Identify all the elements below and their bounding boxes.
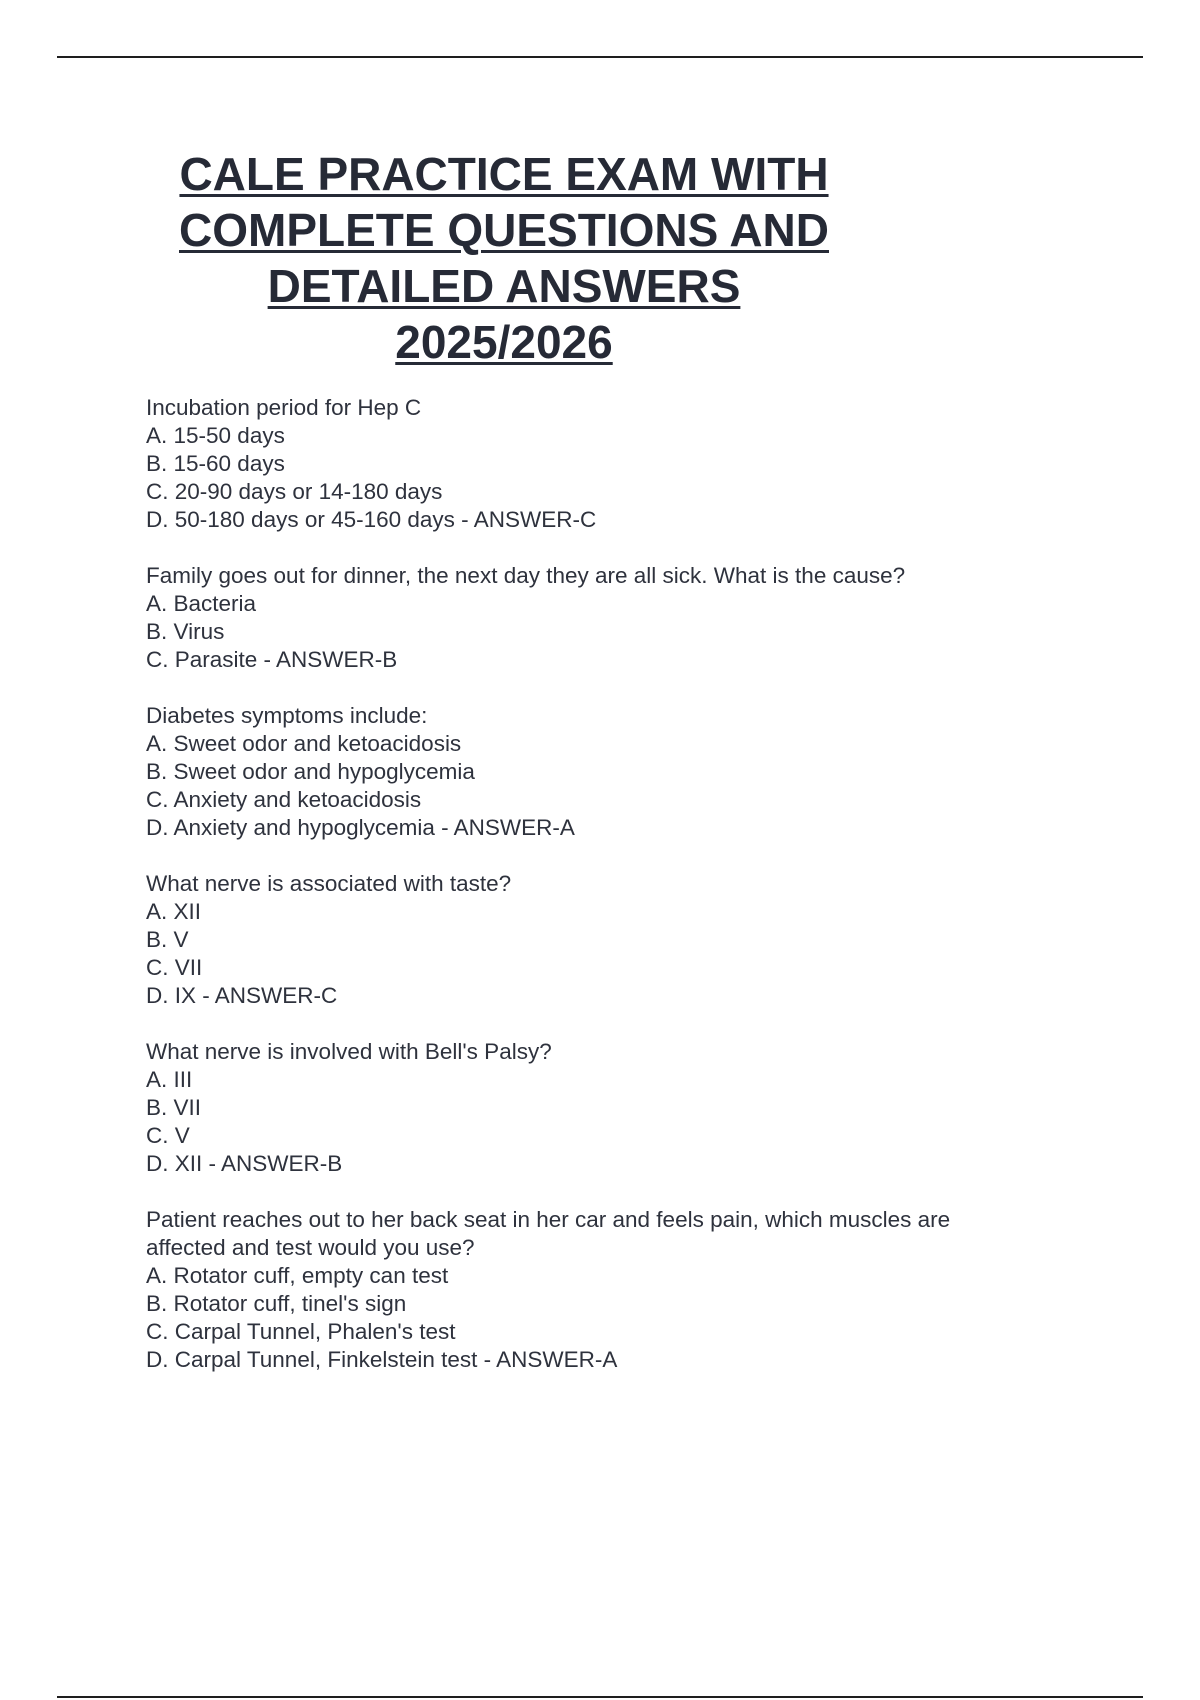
- answer-option: C. V: [146, 1123, 190, 1148]
- question-block: [146, 1206, 1046, 1374]
- answer-option: B. VII: [146, 1095, 202, 1120]
- top-rule: [57, 56, 1143, 58]
- question-block: [146, 394, 1046, 534]
- question-block: [146, 870, 1046, 1010]
- answer-option: B. Rotator cuff, tinel's sign: [146, 1291, 407, 1316]
- answer-option: D. Anxiety and hypoglycemia - ANSWER-A: [146, 815, 575, 840]
- answer-option: B. 15-60 days: [146, 451, 285, 476]
- answer-option: B. Virus: [146, 619, 225, 644]
- answer-option: A. Rotator cuff, empty can test: [146, 1263, 449, 1288]
- question-block: [146, 562, 1046, 674]
- question-block: [146, 1038, 1046, 1178]
- answer-option: A. Sweet odor and ketoacidosis: [146, 731, 462, 756]
- question-list: [146, 394, 1046, 1402]
- bottom-rule: [57, 1696, 1143, 1698]
- answer-option: D. Carpal Tunnel, Finkelstein test - ANSWER-A: [146, 1347, 618, 1372]
- question-block: [146, 702, 1046, 842]
- answer-option: D. 50-180 days or 45-160 days - ANSWER-C: [146, 507, 597, 532]
- answer-option: A. 15-50 days: [146, 423, 285, 448]
- answer-option: B. Sweet odor and hypoglycemia: [146, 759, 475, 784]
- title-line: 2025/2026: [395, 316, 613, 368]
- answer-option: C. VII: [146, 955, 203, 980]
- title-line: COMPLETE QUESTIONS AND: [179, 204, 829, 256]
- answer-option: D. XII - ANSWER-B: [146, 1151, 343, 1176]
- answer-option: B. V: [146, 927, 189, 952]
- title-line: DETAILED ANSWERS: [267, 260, 741, 312]
- answer-option: A. Bacteria: [146, 591, 257, 616]
- answer-option: C. Carpal Tunnel, Phalen's test: [146, 1319, 456, 1344]
- document-title: [150, 146, 858, 370]
- answer-option: D. IX - ANSWER-C: [146, 983, 338, 1008]
- question-stem: Incubation period for Hep C: [146, 395, 422, 420]
- question-stem: Family goes out for dinner, the next day they are all sick. What is the cause?: [146, 563, 906, 588]
- question-stem: Patient reaches out to her back seat in her car and feels pain, which muscles are affected and test would you use?: [146, 1207, 951, 1260]
- answer-option: A. XII: [146, 899, 202, 924]
- question-stem: What nerve is involved with Bell's Palsy?: [146, 1039, 552, 1064]
- question-stem: Diabetes symptoms include:: [146, 703, 428, 728]
- answer-option: A. III: [146, 1067, 193, 1092]
- answer-option: C. 20-90 days or 14-180 days: [146, 479, 443, 504]
- answer-option: C. Parasite - ANSWER-B: [146, 647, 398, 672]
- title-line: CALE PRACTICE EXAM WITH: [179, 148, 829, 200]
- question-stem: What nerve is associated with taste?: [146, 871, 512, 896]
- answer-option: C. Anxiety and ketoacidosis: [146, 787, 422, 812]
